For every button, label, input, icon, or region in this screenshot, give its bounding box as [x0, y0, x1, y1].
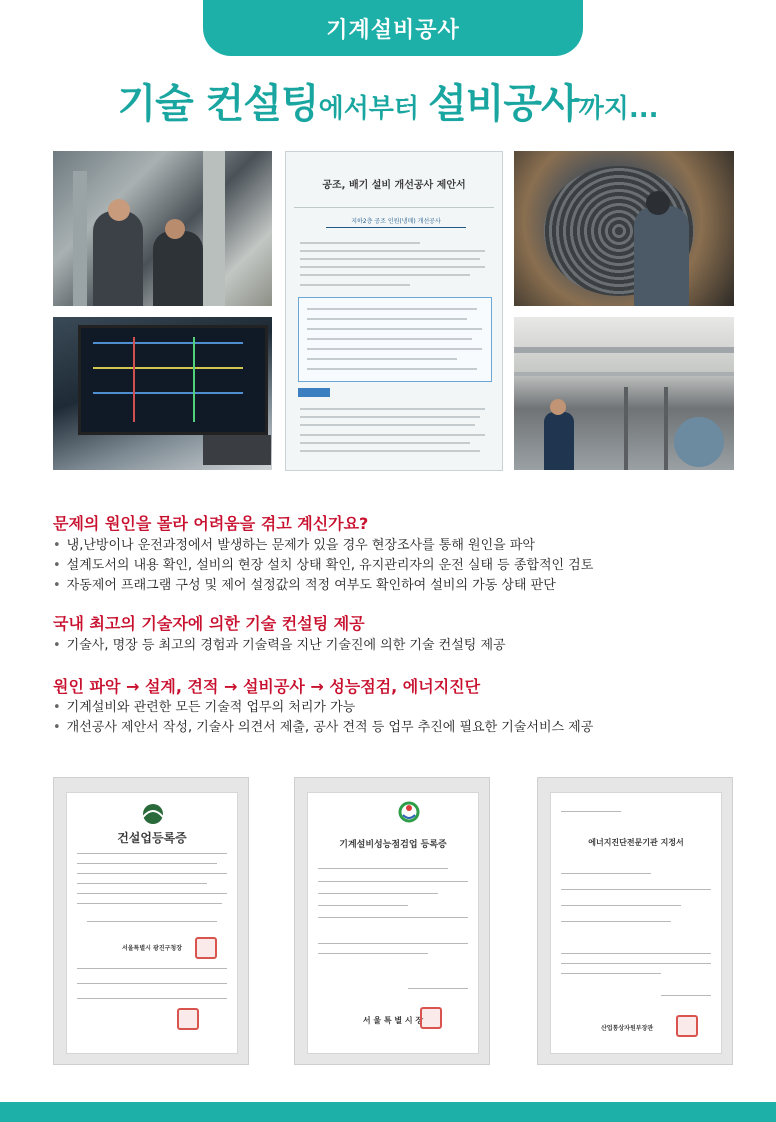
certificate-issuer: 서울특별시 광진구청장 — [121, 945, 183, 952]
list-item: • 개선공사 제안서 작성, 기술사 의견서 제출, 공사 견적 등 업무 추진에 필요한 기술서비스 제공 — [53, 718, 593, 738]
cert-text-line — [561, 921, 671, 922]
cert-text-line — [77, 853, 227, 854]
doc-text-line — [300, 434, 485, 436]
proposal-title-box — [294, 160, 494, 208]
cert-text-line — [77, 863, 217, 864]
headline-until: 까지... — [578, 94, 659, 124]
doc-text-line — [307, 348, 482, 350]
cert-text-line — [318, 953, 428, 954]
official-seal-icon — [177, 1008, 199, 1030]
doc-text-line — [300, 442, 470, 444]
official-seal-icon — [676, 1015, 698, 1037]
cert-text-line — [561, 973, 661, 974]
proposal-subtitle: 지하2층 공조 인원(냉매) 개선공사 — [326, 216, 466, 228]
doc-text-line — [300, 284, 410, 286]
cert-text-line — [318, 893, 438, 894]
doc-text-line — [300, 266, 485, 268]
cert-text-line — [77, 983, 227, 984]
certificate-performance-inspection — [294, 777, 490, 1065]
doc-text-line — [300, 408, 485, 410]
proposal-document — [285, 151, 503, 471]
cert-text-line — [561, 905, 681, 906]
list-item: • 설계도서의 내용 확인, 설비의 현장 설치 상태 확인, 유지관리자의 운전 실태 등 종합적인 검토 — [53, 556, 593, 576]
header-tab-label: 기계설비공사 — [326, 17, 460, 43]
headline-from: 에서부터 — [318, 94, 429, 124]
photo-construction-site — [514, 317, 734, 470]
certificate-title: 기계설비성능점검업 등록증 — [339, 840, 447, 850]
certificate-paper — [550, 792, 722, 1054]
cert-text-line — [318, 881, 468, 882]
photo-boiler-inspection — [514, 151, 734, 306]
certificate-paper — [307, 792, 479, 1054]
doc-text-line — [300, 416, 480, 418]
doc-text-line — [307, 308, 477, 310]
section-consulting-list — [53, 636, 506, 656]
certificate-construction — [53, 777, 249, 1065]
certificate-paper — [66, 792, 238, 1054]
doc-text-line — [300, 424, 475, 426]
doc-text-line — [300, 274, 470, 276]
proposal-tag — [298, 388, 330, 397]
cert-text-line — [561, 811, 621, 812]
government-emblem-icon — [139, 803, 167, 825]
doc-text-line — [307, 358, 457, 360]
page-headline — [0, 72, 776, 129]
cert-text-line — [318, 943, 468, 944]
cert-text-line — [77, 873, 227, 874]
cert-text-line — [661, 995, 711, 996]
proposal-highlight-box — [298, 297, 492, 382]
cert-text-line — [77, 883, 207, 884]
list-item: • 냉,난방이나 운전과정에서 발생하는 문제가 있을 경우 현장조사를 통해 원인을 파악 — [53, 536, 593, 556]
cert-text-line — [77, 998, 227, 999]
official-seal-icon — [420, 1007, 442, 1029]
doc-text-line — [300, 250, 485, 252]
cert-text-line — [77, 968, 227, 969]
list-item: • 기술사, 명장 등 최고의 경험과 기술력을 지난 기술진에 의한 기술 컨설팅 제공 — [53, 636, 506, 656]
certificate-issuer: 서 울 특 별 시 장 — [362, 1016, 424, 1025]
doc-text-line — [307, 318, 467, 320]
seoul-emblem-icon — [398, 801, 420, 823]
doc-text-line — [300, 450, 480, 452]
list-item: • 자동제어 프래그램 구성 및 제어 설정값의 적정 여부도 확인하여 설비의 가동 상태 판단 — [53, 576, 593, 596]
section-process-heading: 원인 파악 → 설계, 견적 → 설비공사 → 성능점검, 에너지진단 — [53, 677, 481, 696]
photo-cad-monitor — [53, 317, 272, 470]
certificate-energy-diagnosis — [537, 777, 733, 1065]
section-problem-list — [53, 536, 593, 596]
certificate-title: 건설업등록증 — [117, 831, 187, 845]
certificate-title: 에너지진단전문기관 지정서 — [588, 838, 684, 847]
doc-text-line — [307, 328, 482, 330]
cert-text-line — [77, 893, 227, 894]
list-item: • 기계설비와 관련한 모든 기술적 업무의 처리가 가능 — [53, 698, 593, 718]
headline-construction: 설비공사 — [428, 81, 579, 127]
cert-text-line — [408, 988, 468, 989]
doc-text-line — [307, 368, 477, 370]
header-tab — [203, 0, 583, 56]
certificate-issuer: 산업통상자원부장관 — [601, 1025, 654, 1032]
official-seal-icon — [195, 937, 217, 959]
section-process-list — [53, 698, 593, 738]
section-problem-heading: 문제의 원인을 몰라 어려움을 겪고 계신가요? — [53, 514, 369, 533]
cert-text-line — [561, 889, 711, 890]
cert-text-line — [318, 905, 408, 906]
doc-text-line — [307, 338, 472, 340]
cert-text-line — [561, 963, 711, 964]
photo-engineers-inspection — [53, 151, 272, 306]
cert-text-line — [87, 921, 217, 922]
cert-text-line — [318, 917, 468, 918]
doc-text-line — [300, 242, 420, 244]
cert-text-line — [318, 868, 448, 869]
section-consulting-heading: 국내 최고의 기술자에 의한 기술 컨설팅 제공 — [53, 614, 365, 633]
cert-text-line — [561, 953, 711, 954]
cert-text-line — [561, 873, 651, 874]
proposal-title: 공조, 배기 설비 개선공사 제안서 — [322, 180, 466, 191]
footer-bar — [0, 1102, 776, 1122]
headline-consulting: 기술 컨설팅 — [117, 81, 319, 127]
doc-text-line — [300, 258, 480, 260]
cert-text-line — [77, 903, 222, 904]
